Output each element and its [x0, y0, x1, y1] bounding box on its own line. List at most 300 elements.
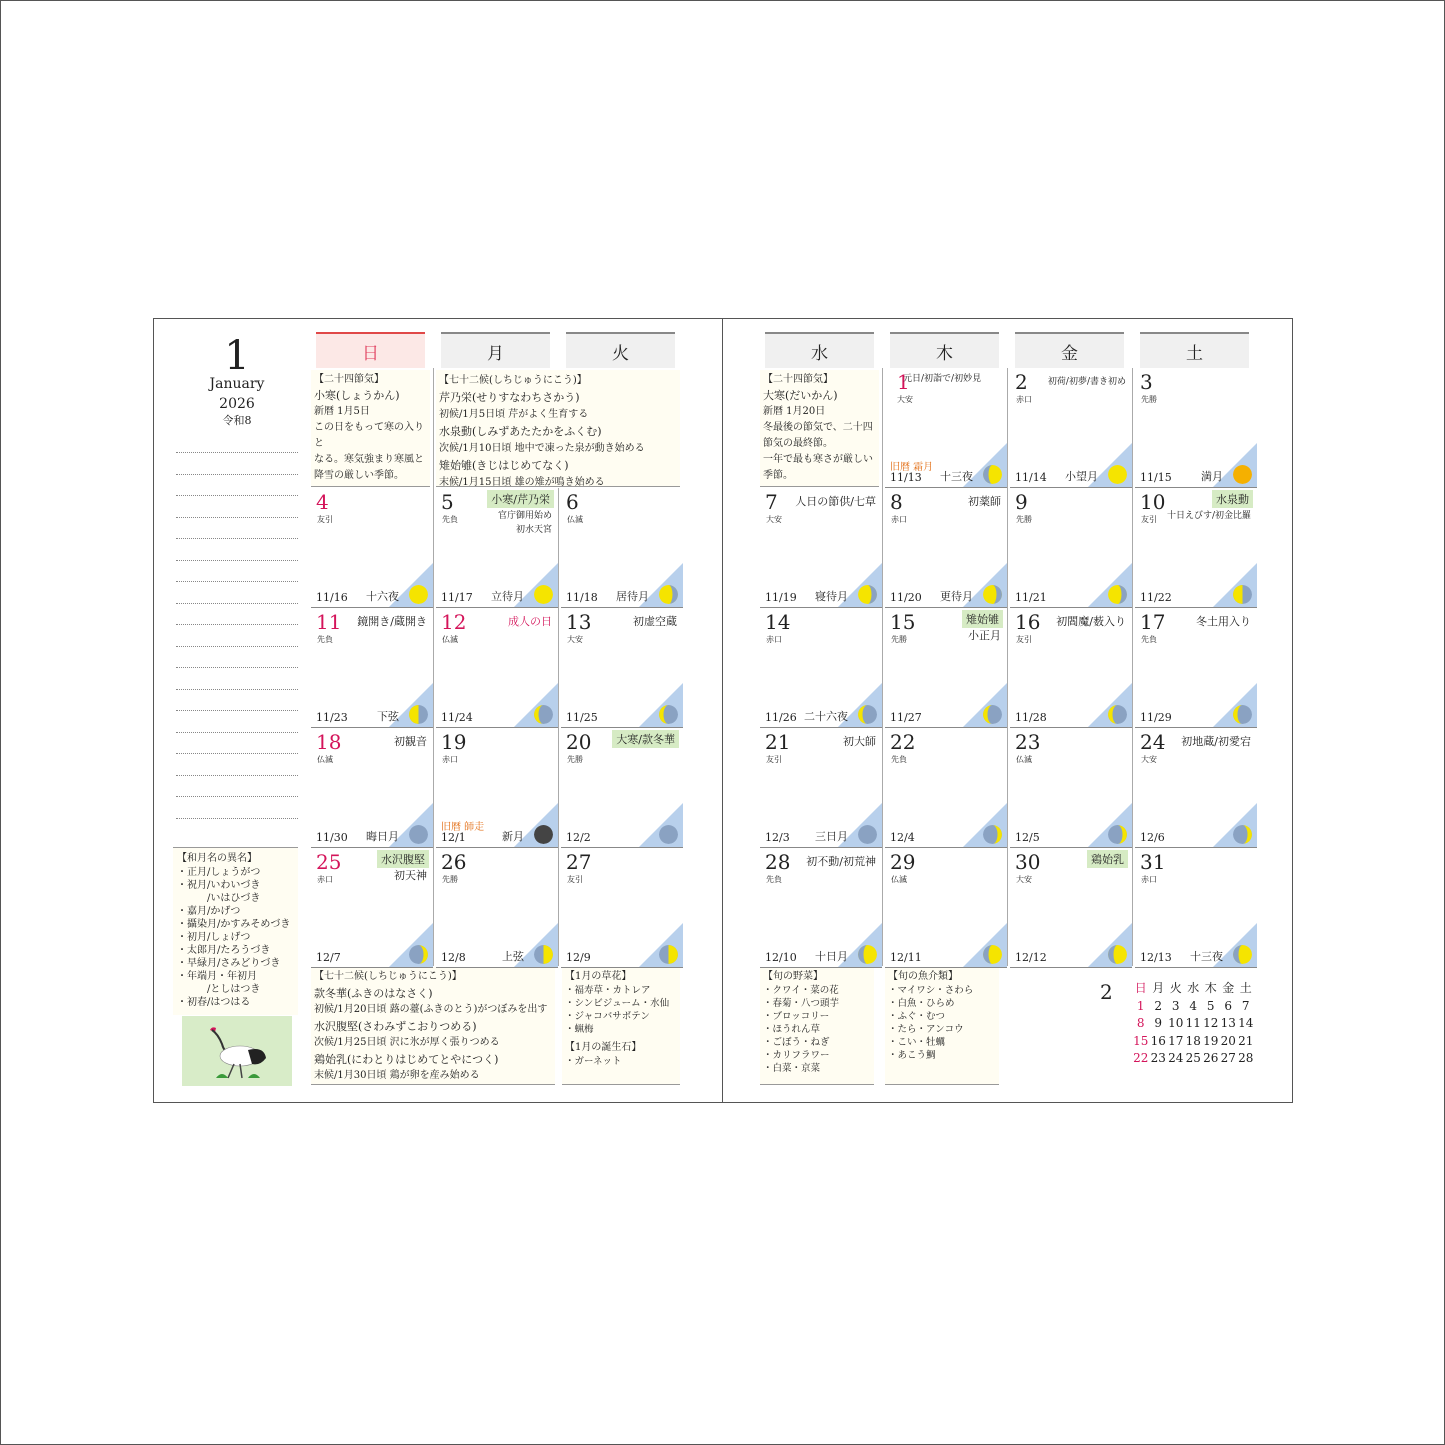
moon-phase-icon	[1233, 705, 1252, 724]
lunar-date: 12/4	[890, 831, 915, 844]
memo-line	[176, 667, 298, 668]
day-cell[interactable]	[561, 728, 683, 848]
mini-calendar-day[interactable]: 27	[1220, 1051, 1236, 1065]
weekday-thu: 木	[890, 332, 999, 368]
kou-top-name-3: 雉始雊(きじはじめてなく)	[439, 459, 569, 472]
rokuyo: 大安	[897, 395, 913, 404]
day-cell[interactable]	[1135, 488, 1257, 608]
kou-top-title: 【七十二候(しちじゅうにこう)】	[439, 375, 587, 386]
lunar-date: 11/19	[765, 591, 797, 604]
rokuyo: 赤口	[1141, 875, 1157, 884]
memo-line	[176, 732, 298, 733]
day-number: 4	[316, 490, 329, 514]
lunar-date: 11/28	[1015, 711, 1047, 724]
kou-badge: 雉始雊	[962, 610, 1003, 628]
mini-calendar-day[interactable]: 8	[1136, 1016, 1145, 1030]
day-number: 29	[890, 850, 916, 874]
column-separator	[1132, 488, 1133, 966]
sekki-late-desc-2: 節気の最終節。	[763, 438, 833, 449]
sekki-desc-1: この日をもって寒の入りと	[314, 422, 424, 449]
day-cell[interactable]	[311, 608, 433, 728]
mini-calendar-day[interactable]: 24	[1168, 1051, 1184, 1065]
mini-calendar-day[interactable]: 17	[1168, 1033, 1184, 1048]
lunar-date: 11/23	[316, 711, 348, 724]
day-cell[interactable]	[561, 848, 683, 968]
lunar-date: 11/27	[890, 711, 922, 724]
moon-phase-icon	[983, 585, 1002, 604]
column-separator	[433, 368, 434, 488]
day-number: 26	[441, 850, 467, 874]
day-cell[interactable]	[760, 728, 882, 848]
mini-calendar-day[interactable]: 12	[1203, 1016, 1219, 1030]
rokuyo: 友引	[1141, 515, 1157, 524]
day-cell[interactable]	[436, 728, 558, 848]
flower-item-2: ・シンビジューム・水仙	[565, 998, 670, 1009]
day-number: 15	[890, 610, 916, 634]
column-separator	[558, 488, 559, 966]
day-number: 7	[765, 490, 778, 514]
day-number: 1	[897, 370, 910, 394]
rokuyo: 先負	[766, 875, 782, 884]
column-separator	[882, 488, 883, 966]
day-number: 30	[1015, 850, 1041, 874]
day-number: 14	[765, 610, 791, 634]
moon-name: 上弦	[502, 950, 524, 963]
memo-line	[176, 689, 298, 690]
kou-bottom-desc-2: 次候/1月25日頃 沢に氷が厚く張りつめる	[314, 1037, 500, 1048]
day-cell[interactable]	[1010, 368, 1132, 488]
moon-name: 満月	[1201, 470, 1223, 483]
nickname-item-8: ・早緑月/さみどりづき	[177, 958, 281, 969]
rokuyo: 先勝	[567, 755, 583, 764]
rokuyo: 大安	[1016, 875, 1032, 884]
lunar-date: 11/26	[765, 711, 797, 724]
day-number: 28	[765, 850, 791, 874]
event-text: 十日えびす/初金比羅	[1166, 511, 1251, 521]
moon-phase-icon	[983, 945, 1002, 964]
day-number: 23	[1015, 730, 1041, 754]
lunar-date: 12/2	[566, 831, 591, 844]
sekki-date: 新暦 1月5日	[314, 406, 370, 417]
moon-name: 更待月	[940, 590, 973, 603]
mini-calendar-day[interactable]: 21	[1238, 1033, 1254, 1048]
moon-name: 晦日月	[366, 830, 399, 843]
flowers-title: 【1月の草花】	[565, 971, 632, 982]
moon-phase-icon	[983, 825, 1002, 844]
nickname-item-5: ・攝染月/かすみそめづき	[177, 919, 291, 930]
moon-name: 寝待月	[815, 590, 848, 603]
mini-calendar-day[interactable]: 13	[1220, 1016, 1236, 1030]
lunar-date: 12/3	[765, 831, 790, 844]
rokuyo: 友引	[317, 515, 333, 524]
mini-head-wed: 水	[1187, 981, 1200, 995]
day-number: 17	[1140, 610, 1166, 634]
rokuyo: 先負	[317, 635, 333, 644]
rokuyo: 先勝	[1016, 515, 1032, 524]
kou-top-desc-1: 初候/1月5日頃 芹がよく生育する	[439, 409, 589, 420]
kyureki-month: 旧暦 霜月	[890, 462, 934, 473]
lunar-date: 11/16	[316, 591, 348, 604]
day-cell[interactable]	[311, 728, 433, 848]
moon-phase-icon	[409, 585, 428, 604]
mini-calendar-day[interactable]: 7	[1241, 998, 1250, 1013]
lunar-date: 11/29	[1140, 711, 1172, 724]
moon-name: 十三夜	[940, 470, 973, 483]
day-number: 13	[566, 610, 592, 634]
event-text: 初天神	[394, 869, 427, 882]
lunar-date: 11/20	[890, 591, 922, 604]
lunar-date: 12/9	[566, 951, 591, 964]
moon-phase-icon	[858, 705, 877, 724]
vegetable-item-3: ・ブロッコリー	[763, 1011, 830, 1022]
day-number: 12	[441, 610, 467, 634]
mini-calendar-day[interactable]: 5	[1206, 998, 1215, 1013]
moon-phase-icon	[858, 825, 877, 844]
lunar-date: 12/10	[765, 951, 797, 964]
day-number: 9	[1015, 490, 1028, 514]
sekki-title: 【二十四節気】	[314, 374, 384, 385]
day-cell[interactable]	[885, 488, 1007, 608]
event-text: 小正月	[968, 629, 1001, 642]
day-number: 25	[316, 850, 342, 874]
moon-phase-icon	[1108, 705, 1127, 724]
mini-calendar-day[interactable]: 20	[1220, 1033, 1236, 1048]
memo-line	[176, 603, 298, 604]
mini-calendar-day[interactable]: 15	[1133, 1033, 1149, 1048]
mini-calendar-day[interactable]: 26	[1203, 1051, 1219, 1065]
rokuyo: 先負	[442, 515, 458, 524]
moon-phase-icon	[1108, 945, 1127, 964]
sekki-box	[311, 370, 430, 487]
sekki-late-desc-4: 季節。	[763, 470, 793, 481]
nickname-item-3: /いはひづき	[177, 893, 261, 904]
mini-calendar-day[interactable]: 9	[1154, 1016, 1163, 1030]
mini-head-fri: 金	[1222, 981, 1235, 995]
day-cell[interactable]	[436, 608, 558, 728]
column-separator	[433, 488, 434, 966]
event-text: 初閻魔/薮入り	[1056, 615, 1126, 628]
rokuyo: 赤口	[766, 635, 782, 644]
moon-phase-icon	[983, 705, 1002, 724]
vegetable-item-7: ・白菜・京菜	[763, 1063, 821, 1074]
day-number: 3	[1140, 370, 1153, 394]
memo-line	[176, 624, 298, 625]
day-cell[interactable]	[1135, 368, 1257, 488]
lunar-date: 11/24	[441, 711, 473, 724]
mini-head-thu: 木	[1204, 981, 1217, 995]
weekday-sat: 土	[1140, 332, 1249, 368]
day-cell[interactable]	[1010, 488, 1132, 608]
mini-head-mon: 月	[1152, 981, 1165, 995]
flowers-box	[562, 967, 680, 1085]
day-cell[interactable]	[1135, 728, 1257, 848]
moon-phase-icon	[409, 825, 428, 844]
day-cell[interactable]	[311, 488, 433, 608]
weekday-tue: 火	[566, 332, 675, 368]
moon-phase-icon	[534, 825, 553, 844]
kou-bottom-desc-3: 末候/1月30日頃 鶏が卵を産み始める	[314, 1070, 480, 1081]
event-text: 初地蔵/初愛宕	[1181, 735, 1251, 748]
memo-line	[176, 452, 298, 453]
kou-top-desc-3: 末候/1月15日頃 雄の雉が鳴き始める	[439, 477, 605, 487]
day-number: 11	[316, 610, 342, 634]
rokuyo: 仏滅	[891, 875, 907, 884]
moon-phase-icon	[1233, 585, 1252, 604]
day-cell[interactable]	[1010, 608, 1132, 728]
day-number: 5	[441, 490, 454, 514]
rokuyo: 大安	[1141, 755, 1157, 764]
sekki-desc-3: 降雪の厳しい季節。	[314, 470, 404, 481]
day-cell[interactable]	[1135, 848, 1257, 968]
lunar-date: 12/11	[890, 951, 922, 964]
day-cell[interactable]	[436, 848, 558, 968]
mini-calendar-day[interactable]: 1	[1136, 998, 1145, 1013]
lunar-date: 12/1	[441, 831, 466, 844]
memo-line	[176, 560, 298, 561]
day-cell[interactable]	[760, 608, 882, 728]
nickname-item-11: ・初春/はつはる	[177, 997, 251, 1008]
mini-calendar-day[interactable]: 28	[1238, 1051, 1254, 1065]
kou-top-name-1: 芹乃栄(せりすなわちさかう)	[439, 391, 580, 404]
day-number: 19	[441, 730, 467, 754]
kou-badge: 水沢腹堅	[377, 850, 429, 868]
vegetable-item-4: ・ほうれん草	[763, 1024, 821, 1035]
day-cell[interactable]	[1135, 608, 1257, 728]
memo-line	[176, 710, 298, 711]
month-english: January	[209, 376, 265, 392]
year: 2026	[219, 396, 255, 412]
event-text: 冬土用入り	[1196, 615, 1251, 628]
moon-name: 居待月	[616, 590, 649, 603]
nickname-item-7: ・太郎月/たろうづき	[177, 945, 271, 956]
day-cell[interactable]	[561, 488, 683, 608]
flower-item-3: ・ジャコバサボテン	[565, 1011, 650, 1022]
day-number: 20	[566, 730, 592, 754]
rokuyo: 赤口	[317, 875, 333, 884]
vegetable-item-1: ・クワイ・菜の花	[763, 985, 839, 996]
moon-name: 新月	[502, 830, 524, 843]
kou-top-name-2: 水泉動(しみずあたたかをふくむ)	[439, 425, 602, 438]
day-number: 10	[1140, 490, 1166, 514]
memo-line	[176, 818, 298, 819]
sekki-late-desc-3: 一年で最も寒さが厳しい	[763, 454, 873, 465]
rokuyo: 仏滅	[567, 515, 583, 524]
rokuyo: 友引	[1016, 635, 1032, 644]
seafood-item-5: ・こい・牡蠣	[888, 1037, 946, 1048]
moon-phase-icon	[1108, 585, 1127, 604]
day-number: 24	[1140, 730, 1166, 754]
kou-bottom-title: 【七十二候(しちじゅうにこう)】	[314, 971, 462, 982]
day-cell[interactable]	[885, 728, 1007, 848]
moon-phase-icon	[983, 465, 1002, 484]
vegetable-item-2: ・春菊・八つ頭芋	[763, 998, 840, 1009]
mini-calendar-day[interactable]: 4	[1189, 998, 1198, 1013]
crane-icon	[182, 1016, 292, 1086]
lunar-date: 12/13	[1140, 951, 1172, 964]
seafood-title: 【旬の魚介類】	[888, 971, 958, 982]
kou-badge: 鶏始乳	[1087, 850, 1128, 868]
moon-name: 立待月	[491, 590, 524, 603]
sekki-late-desc-1: 冬最後の節気で、二十四	[763, 422, 873, 433]
mini-head-sun: 日	[1134, 981, 1147, 995]
weekday-sun: 日	[316, 332, 425, 368]
kou-badge: 水泉動	[1212, 490, 1253, 508]
rokuyo: 友引	[766, 755, 782, 764]
moon-phase-icon	[409, 945, 428, 964]
day-cell[interactable]	[311, 848, 433, 968]
event-text: 元日/初詣で/初妙見	[903, 374, 982, 384]
day-cell[interactable]	[1010, 728, 1132, 848]
moon-phase-icon	[659, 705, 678, 724]
nickname-item-10: /としはつき	[177, 984, 261, 995]
vegetables-box	[760, 967, 874, 1085]
moon-name: 十三夜	[1190, 950, 1223, 963]
event-text: 成人の日	[508, 615, 552, 628]
mini-calendar-week	[1132, 998, 1255, 1016]
mini-calendar-day[interactable]: 6	[1224, 998, 1233, 1013]
day-number: 8	[890, 490, 903, 514]
moon-phase-icon	[534, 705, 553, 724]
kou-bottom-desc-1: 初候/1月20日頃 蕗の薹(ふきのとう)がつぼみを出す	[314, 1004, 548, 1015]
mini-calendar-day[interactable]: 16	[1150, 1033, 1166, 1048]
day-number: 22	[890, 730, 916, 754]
sekki-late-title: 【二十四節気】	[763, 374, 833, 385]
rokuyo: 大安	[766, 515, 782, 524]
event-text: 初観音	[394, 735, 427, 748]
day-cell[interactable]	[885, 608, 1007, 728]
day-number: 27	[566, 850, 592, 874]
mini-calendar-day[interactable]: 11	[1185, 1016, 1201, 1030]
seafood-item-3: ・ふぐ・むつ	[888, 1011, 946, 1022]
day-cell[interactable]	[760, 848, 882, 968]
moon-phase-icon	[1233, 825, 1252, 844]
lunar-date: 12/8	[441, 951, 466, 964]
mini-calendar-day[interactable]: 14	[1238, 1016, 1254, 1030]
seafood-item-2: ・白魚・ひらめ	[888, 998, 955, 1009]
memo-line	[176, 775, 298, 776]
lunar-date: 11/17	[441, 591, 473, 604]
day-cell[interactable]	[1010, 848, 1132, 968]
rokuyo: 先勝	[1141, 395, 1157, 404]
birthstone-title: 【1月の誕生石】	[565, 1042, 642, 1053]
vegetable-item-5: ・ごぼう・ねぎ	[763, 1037, 830, 1048]
sekki-late-name: 大寒(だいかん)	[763, 389, 838, 402]
mini-calendar-day[interactable]: 3	[1171, 998, 1180, 1013]
vegetables-title: 【旬の野菜】	[763, 971, 823, 982]
weekday-mon: 月	[441, 332, 550, 368]
moon-phase-icon	[1233, 465, 1252, 484]
event-text: 初虚空蔵	[633, 615, 677, 628]
event-text: 初不動/初荒神	[806, 855, 876, 868]
column-separator	[1132, 368, 1133, 488]
lunar-date: 11/15	[1140, 471, 1172, 484]
moon-phase-icon	[534, 945, 553, 964]
moon-name: 二十六夜	[804, 710, 848, 723]
moon-phase-icon	[659, 585, 678, 604]
event-text: 官庁御用始め 初水天宮	[497, 511, 552, 535]
mini-calendar-day[interactable]: 19	[1203, 1033, 1219, 1048]
mini-calendar-head	[1132, 980, 1255, 998]
kou-top-box	[436, 370, 680, 487]
day-cell[interactable]	[436, 488, 558, 608]
memo-line	[176, 538, 298, 539]
rokuyo: 赤口	[442, 755, 458, 764]
memo-line	[176, 753, 298, 754]
day-cell[interactable]	[760, 488, 882, 608]
moon-phase-icon	[659, 825, 678, 844]
mini-head-sat: 土	[1239, 981, 1252, 995]
weekday-fri: 金	[1015, 332, 1124, 368]
rokuyo: 友引	[567, 875, 583, 884]
rokuyo: 仏滅	[1016, 755, 1032, 764]
kou-top-desc-2: 次候/1月10日頃 地中で凍った泉が動き始める	[439, 443, 645, 454]
mini-calendar-day[interactable]: 22	[1133, 1051, 1149, 1065]
day-number: 18	[316, 730, 342, 754]
moon-phase-icon	[534, 585, 553, 604]
moon-name: 下弦	[377, 710, 399, 723]
crane-illustration	[182, 1016, 292, 1086]
moon-phase-icon	[1108, 825, 1127, 844]
nickname-item-6: ・初月/しょげつ	[177, 932, 251, 943]
moon-name: 三日月	[815, 830, 848, 843]
day-number: 2	[1015, 370, 1028, 394]
sekki-late-box	[760, 370, 879, 487]
moon-phase-icon	[659, 945, 678, 964]
kou-bottom-name-2: 水沢腹堅(さわみずこおりつめる)	[314, 1019, 477, 1033]
mini-calendar-day[interactable]: 2	[1154, 998, 1163, 1013]
nickname-item-2: ・祝月/いわいづき	[177, 880, 261, 891]
era: 令和8	[222, 414, 252, 427]
mini-calendar-day[interactable]: 25	[1185, 1051, 1201, 1065]
moon-name: 十六夜	[366, 590, 399, 603]
lunar-date: 12/5	[1015, 831, 1040, 844]
day-number: 16	[1015, 610, 1041, 634]
memo-line	[176, 581, 298, 582]
moon-name: 小望月	[1065, 470, 1098, 483]
lunar-date: 11/25	[566, 711, 598, 724]
day-cell[interactable]	[561, 608, 683, 728]
mini-calendar-day[interactable]: 18	[1185, 1033, 1201, 1048]
day-number: 6	[566, 490, 579, 514]
kou-bottom-name-1: 款冬華(ふきのはなさく)	[314, 986, 433, 1000]
column-separator	[1007, 488, 1008, 966]
memo-line	[176, 517, 298, 518]
rokuyo: 仏滅	[442, 635, 458, 644]
day-cell[interactable]	[885, 368, 1007, 488]
lunar-date: 12/6	[1140, 831, 1165, 844]
sekki-late-date: 新暦 1月20日	[763, 406, 826, 417]
mini-calendar-day[interactable]: 10	[1168, 1016, 1184, 1030]
month-header	[176, 333, 298, 428]
lunar-date: 11/22	[1140, 591, 1172, 604]
mini-calendar-day[interactable]: 23	[1150, 1051, 1166, 1065]
kou-badge: 小寒/芹乃栄	[487, 490, 554, 508]
kyureki-month: 旧暦 師走	[441, 822, 485, 833]
lunar-date: 12/12	[1015, 951, 1047, 964]
event-text: 初大師	[843, 735, 876, 748]
memo-line	[176, 474, 298, 475]
event-text: 初薬師	[968, 495, 1001, 508]
mini-calendar-week	[1132, 1015, 1255, 1033]
memo-line	[176, 646, 298, 647]
lunar-date: 11/30	[316, 831, 348, 844]
day-cell[interactable]	[885, 848, 1007, 968]
moon-phase-icon	[409, 705, 428, 724]
seafood-item-6: ・あこう鯛	[888, 1050, 936, 1061]
mini-calendar-month: 2	[1100, 980, 1113, 1004]
mini-head-tue: 火	[1169, 981, 1182, 995]
seafood-box	[885, 967, 999, 1085]
